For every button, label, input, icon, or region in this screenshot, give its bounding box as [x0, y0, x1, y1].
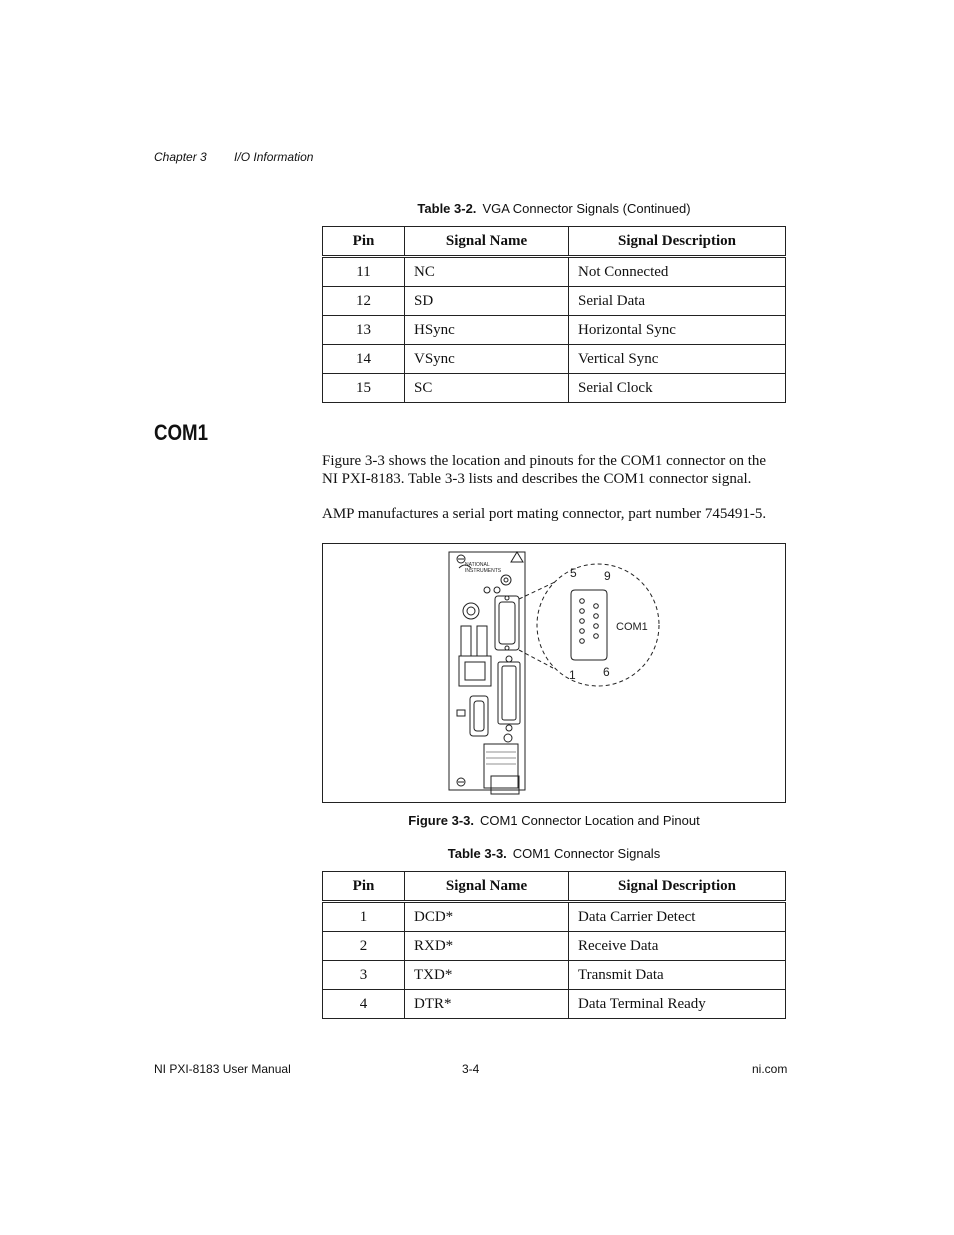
signal-description-cell: Receive Data: [569, 932, 786, 961]
signal-name-cell: VSync: [405, 345, 569, 374]
pin-cell: 2: [323, 932, 405, 961]
signal-description-cell: Vertical Sync: [569, 345, 786, 374]
signal-name-cell: DCD*: [405, 902, 569, 932]
column-header: Pin: [323, 227, 405, 257]
signal-description-cell: Transmit Data: [569, 961, 786, 990]
pin-label-6: 6: [603, 665, 610, 679]
front-panel-drawing: [449, 552, 525, 794]
table-row: [323, 902, 786, 932]
figure-frame: [322, 543, 786, 803]
column-header: Signal Description: [569, 227, 786, 257]
footer-website: ni.com: [752, 1062, 788, 1076]
paragraph-line: Figure 3-3 shows the location and pinouts for the COM1 connector on the: [322, 453, 767, 469]
section-label: I/O Information: [234, 150, 314, 164]
column-header: Signal Name: [405, 872, 569, 902]
caption-label: Table 3-2.: [417, 201, 477, 216]
logo-line-instruments: INSTRUMENTS: [465, 568, 502, 574]
table-row: [323, 345, 786, 374]
table-row: [323, 316, 786, 345]
signal-description-cell: Not Connected: [569, 257, 786, 287]
com1-connector-enlarged: [571, 590, 607, 660]
footer-page-number: 3-4: [462, 1062, 480, 1076]
pin-cell: 4: [323, 990, 405, 1019]
table-header-row: [323, 872, 786, 902]
body-paragraph: AMP manufactures a serial port mating connector, part number 745491-5.: [322, 506, 767, 522]
table-row: [323, 287, 786, 316]
signal-description-cell: Serial Clock: [569, 374, 786, 403]
signal-name-cell: NC: [405, 257, 569, 287]
pin-cell: 15: [323, 374, 405, 403]
table-row: [323, 961, 786, 990]
signal-name-cell: SC: [405, 374, 569, 403]
pin-cell: 13: [323, 316, 405, 345]
table-3-2-caption: [322, 201, 786, 216]
logo-line-national: NATIONAL: [465, 562, 490, 568]
pin-cell: 3: [323, 961, 405, 990]
signal-name-cell: RXD*: [405, 932, 569, 961]
signal-name-cell: DTR*: [405, 990, 569, 1019]
signal-description-cell: Data Terminal Ready: [569, 990, 786, 1019]
column-header: Signal Description: [569, 872, 786, 902]
column-header: Pin: [323, 872, 405, 902]
column-header: Signal Name: [405, 227, 569, 257]
signal-description-cell: Data Carrier Detect: [569, 902, 786, 932]
caption-label: Figure 3-3.: [408, 813, 475, 828]
signal-description-cell: Serial Data: [569, 287, 786, 316]
signal-name-cell: SD: [405, 287, 569, 316]
com1-location-diagram: [323, 544, 785, 802]
table-row: [323, 374, 786, 403]
footer-manual-title: NI PXI-8183 User Manual: [154, 1062, 291, 1076]
section-heading: COM1: [154, 420, 209, 445]
connector-label: COM1: [616, 621, 648, 633]
com1-signals-table: [322, 871, 786, 1019]
table-row: [323, 990, 786, 1019]
signal-description-cell: Horizontal Sync: [569, 316, 786, 345]
paragraph-line: NI PXI-8183. Table 3-3 lists and describes the COM1 connector signal.: [322, 471, 752, 487]
signal-name-cell: HSync: [405, 316, 569, 345]
front-panel-text: [465, 562, 502, 574]
caption-text: COM1 Connector Location and Pinout: [480, 813, 700, 828]
pin-cell: 14: [323, 345, 405, 374]
pin-label-5: 5: [570, 566, 577, 580]
table-row: [323, 257, 786, 287]
caption-text: COM1 Connector Signals: [512, 846, 661, 861]
figure-caption: [322, 813, 786, 828]
pin-cell: 12: [323, 287, 405, 316]
running-header: [154, 150, 337, 164]
pin-labels: [569, 566, 648, 682]
pin-cell: 1: [323, 902, 405, 932]
table-3-3-caption: [322, 846, 786, 861]
pin-cell: 11: [323, 257, 405, 287]
body-paragraph: [322, 452, 792, 488]
pin-label-1: 1: [569, 668, 576, 682]
table-row: [323, 932, 786, 961]
table-header-row: [323, 227, 786, 257]
chapter-label: Chapter 3: [154, 150, 207, 164]
caption-label: Table 3-3.: [447, 846, 507, 861]
signal-name-cell: TXD*: [405, 961, 569, 990]
caption-text: VGA Connector Signals (Continued): [482, 201, 691, 216]
pin-label-9: 9: [604, 569, 611, 583]
vga-signals-table: [322, 226, 786, 403]
